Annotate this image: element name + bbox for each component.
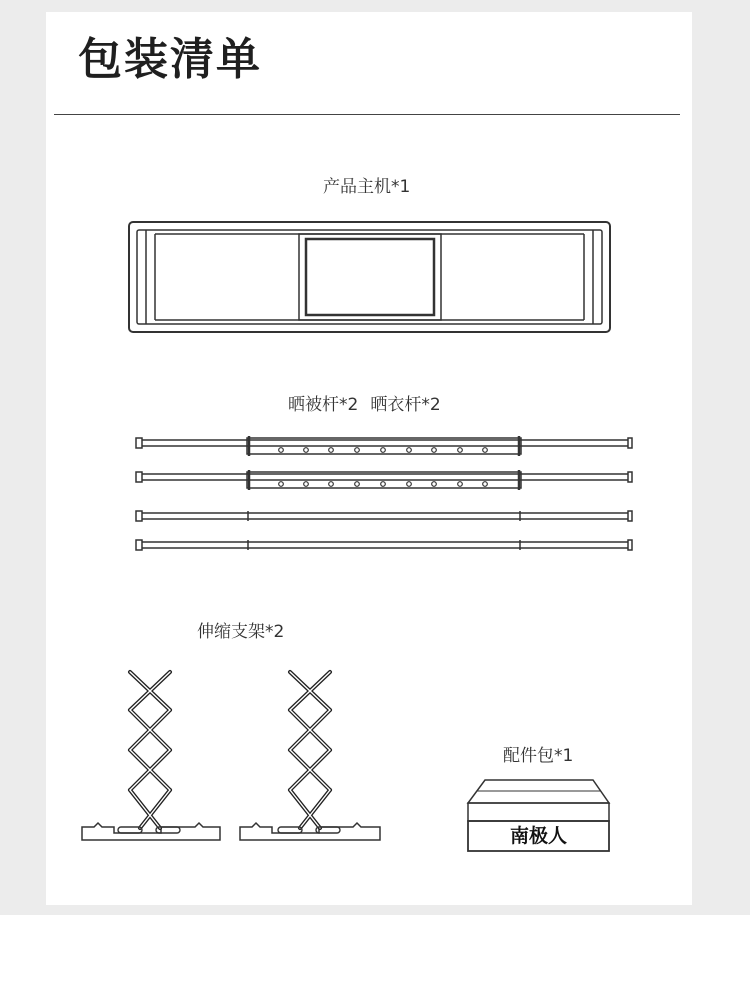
main-unit-drawing (129, 222, 610, 332)
brackets-label: 伸缩支架*2 (197, 622, 285, 642)
bracket-2-drawing (240, 672, 380, 840)
accessory-brand-text: 南极人 (509, 825, 567, 847)
quilt-pole-label: 晒被杆*2 (288, 395, 359, 415)
clothes-pole-label: 晒衣杆*2 (370, 395, 441, 415)
bracket-1-drawing (82, 672, 220, 840)
page-title: 包装清单 (78, 34, 262, 85)
main-unit-label: 产品主机*1 (323, 177, 411, 197)
clothes-pole-2 (136, 540, 632, 550)
quilt-pole-2 (136, 470, 632, 490)
clothes-pole-1 (136, 511, 632, 521)
accessory-pack-label: 配件包*1 (503, 746, 574, 766)
quilt-pole-1 (136, 436, 632, 456)
